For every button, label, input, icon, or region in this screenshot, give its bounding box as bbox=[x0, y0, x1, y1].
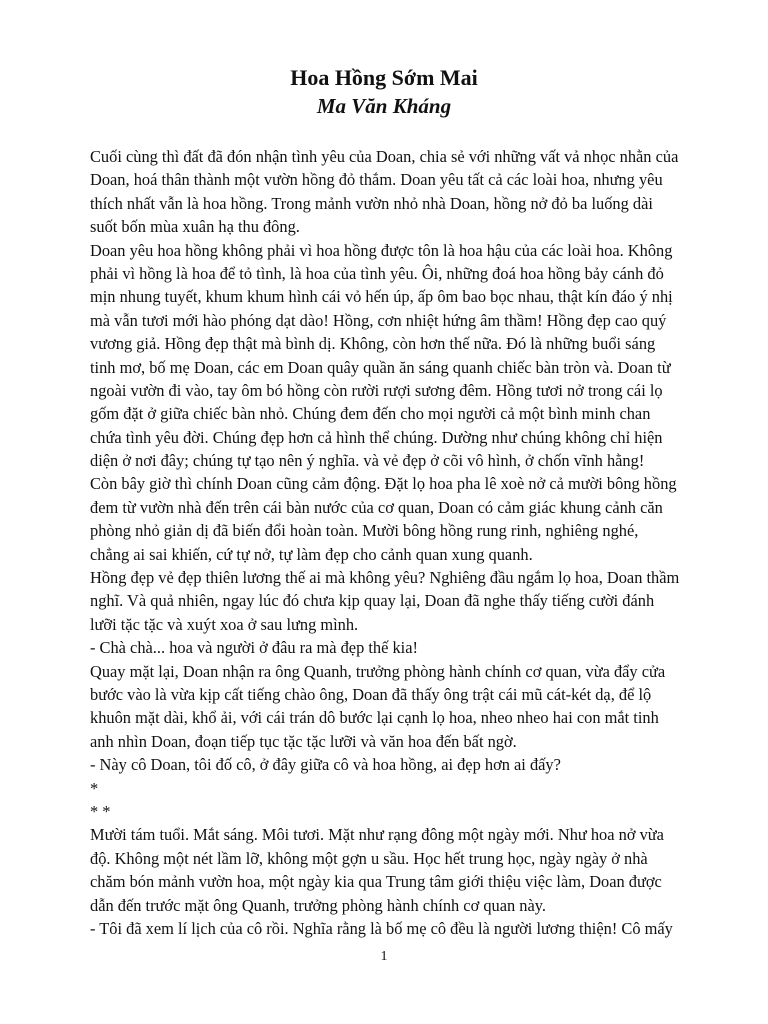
text-line: lưỡi tặc tặc và xuýt xoa ở sau lưng mình. bbox=[90, 614, 359, 634]
text-line: đem từ vườn nhà đến trên cái bàn nước của cơ quan, Doan có cảm giác khung cảnh căn bbox=[90, 497, 663, 517]
text-line: anh nhìn Doan, đoạn tiếp tục tặc tặc lưỡi và văn hoa đến bất ngờ. bbox=[90, 731, 517, 751]
document-body bbox=[90, 145, 730, 940]
text-line: suốt bốn mùa xuân hạ thu đông. bbox=[90, 217, 300, 237]
text-line: - Tôi đã xem lí lịch của cô rồi. Nghĩa rằng là bố mẹ cô đều là người lương thiện! Cô mấy bbox=[90, 918, 673, 938]
text-line: khuôn mặt dài, khổ ải, với cái trán dô bước lại cạnh lọ hoa, nheo nheo hai con mắt tinh bbox=[90, 708, 659, 728]
text-line: Quay mặt lại, Doan nhận ra ông Quanh, trưởng phòng hành chính cơ quan, vừa đẩy cửa bbox=[90, 661, 666, 681]
text-line: - Chà chà... hoa và người ở đâu ra mà đẹp thế kia! bbox=[90, 638, 418, 658]
text-line: - Này cô Doan, tôi đố cô, ở đây giữa cô và hoa hồng, ai đẹp hơn ai đấy? bbox=[90, 755, 561, 775]
text-line: phải vì hồng là hoa để tỏ tình, là hoa của tình yêu. Ôi, những đoá hoa hồng bảy cánh đỏ bbox=[90, 263, 664, 283]
page-number: 1 bbox=[380, 949, 388, 964]
text-line: mịn nhung tuyết, khum khum hình cái vỏ hến úp, ấp ôm bao bọc nhau, thật kín đáo ý nhị bbox=[90, 287, 673, 307]
text-line: bước vào là vừa kịp cất tiếng chào ông, Doan đã thấy ông trật cái mũ cát-két dạ, để lộ bbox=[90, 684, 652, 704]
text-line: thích nhất vẫn là hoa hồng. Trong mảnh vườn nhỏ nhà Doan, hồng nở đỏ ba luống dài bbox=[90, 193, 653, 213]
text-line: dẫn đến trước mặt ông Quanh, trưởng phòng hành chính cơ quan này. bbox=[90, 895, 547, 915]
text-line: Doan, hoá thân thành một vườn hồng đỏ thắm. Doan yêu tất cả các loài hoa, nhưng yêu bbox=[90, 170, 663, 190]
text-line: chứa tình yêu đời. Chúng đẹp hơn cả hình thể chúng. Dường như chúng không chỉ hiện bbox=[90, 427, 663, 447]
text-line: diện ở nơi đây; chúng tự tạo nên ý nghĩa. và vẻ đẹp ở cõi vô hình, ở chốn vĩnh hằng! bbox=[90, 451, 645, 471]
text-line: ngoài vườn đi vào, tay ôm bó hồng còn rười rượi sương đêm. Hồng tươi nở trong cái lọ bbox=[90, 380, 663, 400]
text-line: phòng nhỏ giản dị đã biến đổi hoàn toàn. Mười bông hồng rung rinh, nghiêng nghé, bbox=[90, 521, 639, 541]
section-divider: * bbox=[90, 778, 99, 798]
text-line: Mười tám tuổi. Mắt sáng. Môi tươi. Mặt như rạng đông một ngày mới. Như hoa nở vừa bbox=[90, 825, 664, 845]
text-line: Doan yêu hoa hồng không phải vì hoa hồng được tôn là hoa hậu của các loài hoa. Không bbox=[90, 240, 673, 260]
text-line: chẳng ai sai khiến, cứ tự nở, tự làm đẹp cho cảnh quan xung quanh. bbox=[90, 544, 533, 564]
text-line: độ. Không một nét lầm lỡ, không một gợn u sầu. Học hết trung học, ngày ngày ở nhà bbox=[90, 848, 648, 868]
document-author: Ma Văn Kháng bbox=[316, 94, 452, 118]
section-divider: * * bbox=[90, 801, 111, 821]
document-title: Hoa Hồng Sớm Mai bbox=[290, 65, 478, 90]
text-line: tinh mơ, bố mẹ Doan, các em Doan quây quần ăn sáng quanh chiếc bàn tròn và. Doan từ bbox=[90, 357, 671, 377]
text-line: vương giả. Hồng đẹp thật mà bình dị. Không, còn hơn thế nữa. Đó là những buổi sáng bbox=[90, 334, 656, 354]
text-line: nghĩ. Và quả nhiên, ngay lúc đó chưa kịp quay lại, Doan đã nghe thấy tiếng cười đánh bbox=[90, 591, 655, 611]
text-line: Cuối cùng thì đất đã đón nhận tình yêu của Doan, chia sẻ với những vất vả nhọc nhằn của bbox=[90, 147, 679, 166]
text-line: Còn bây giờ thì chính Doan cũng cảm động. Đặt lọ hoa pha lê xoè nở cả mười bông hồng bbox=[90, 474, 677, 494]
text-line: gốm đặt ở giữa chiếc bàn nhỏ. Chúng đem đến cho mọi người cả một bình minh chan bbox=[90, 404, 651, 424]
text-line: Hồng đẹp vẻ đẹp thiên lương thế ai mà không yêu? Nghiêng đầu ngắm lọ hoa, Doan thầm bbox=[90, 568, 680, 588]
text-line: chăm bón mảnh vườn hoa, một ngày kia qua Trung tâm giới thiệu việc làm, Doan được bbox=[90, 872, 662, 892]
text-line: mà vẫn tươi mới hào phóng dạt dào! Hồng, cơn nhiệt hứng âm thầm! Hồng đẹp cao quý bbox=[90, 310, 667, 330]
